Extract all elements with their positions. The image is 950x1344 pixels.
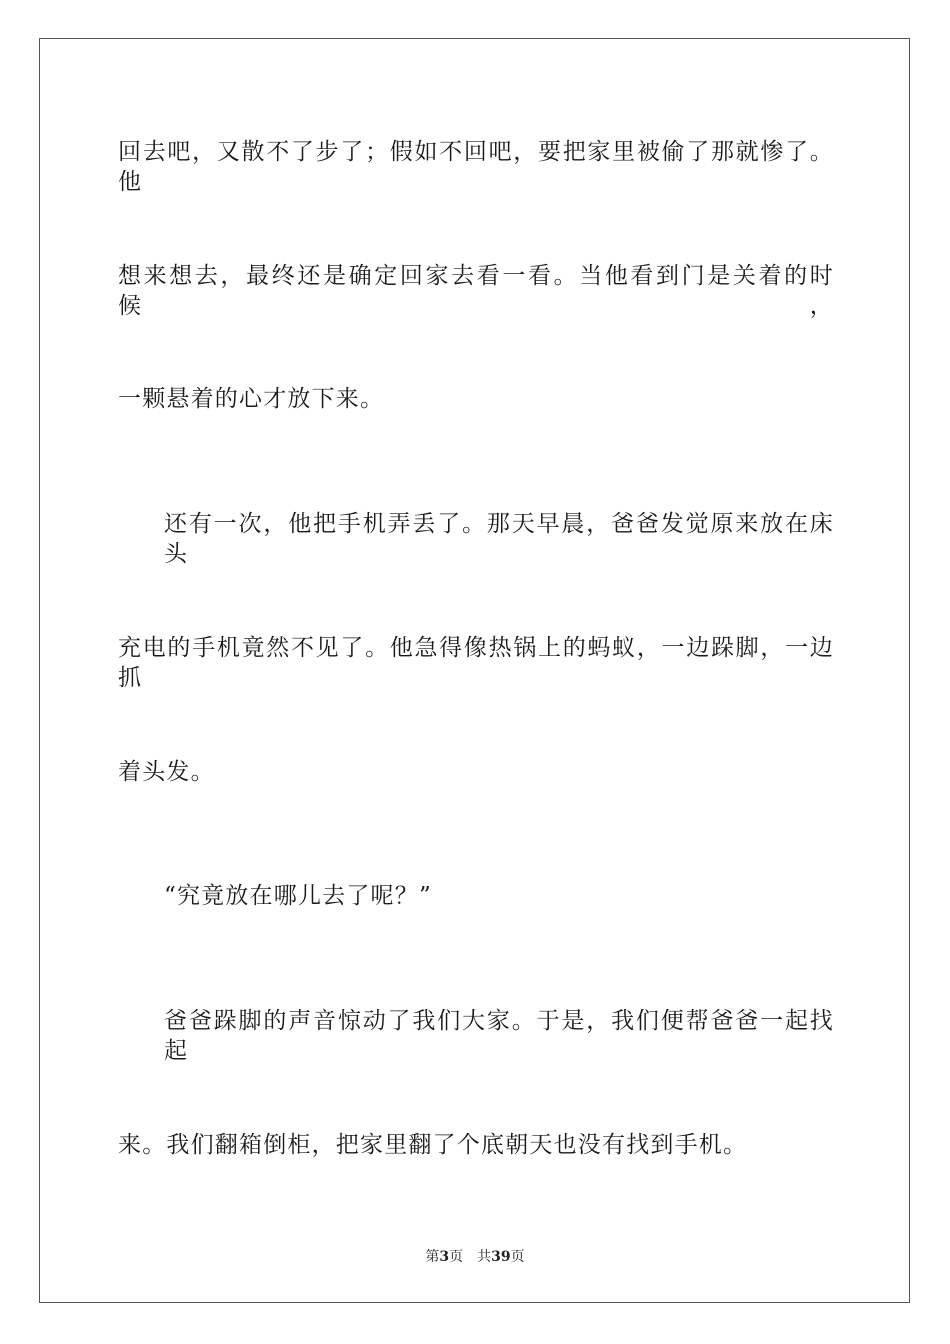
page-border	[39, 38, 910, 1303]
text-line-8: 爸爸跺脚的声音惊动了我们大家。于是，我们便帮爸爸一起找起	[164, 1008, 834, 1064]
footer-page-number: 3	[439, 1249, 450, 1265]
footer-total-suffix: 页	[510, 1249, 525, 1265]
text-line-4: 还有一次，他把手机弄丢了。那天早晨，爸爸发觉原来放在床头	[164, 511, 834, 567]
footer-page-prefix: 第	[425, 1249, 440, 1265]
page-footer	[0, 1248, 950, 1266]
text-line-9: 来。我们翻箱倒柜，把家里翻了个底朝天也没有找到手机。	[118, 1132, 748, 1158]
text-line-1: 回去吧，又散不了步了；假如不回吧，要把家里被偷了那就惨了。他	[118, 139, 834, 195]
text-line-2: 想来想去，最终还是确定回家去看一看。当他看到门是关着的时候，	[118, 263, 834, 319]
footer-total-prefix: 共	[477, 1249, 492, 1265]
text-line-6: 着头发。	[118, 759, 215, 785]
text-line-7: “究竟放在哪儿去了呢？”	[164, 883, 432, 909]
footer-page-suffix: 页	[449, 1249, 464, 1265]
text-line-5: 充电的手机竟然不见了。他急得像热锅上的蚂蚁，一边跺脚，一边抓	[118, 635, 834, 691]
text-line-3: 一颗悬着的心才放下来。	[118, 386, 385, 412]
footer-total-pages: 39	[491, 1249, 511, 1265]
